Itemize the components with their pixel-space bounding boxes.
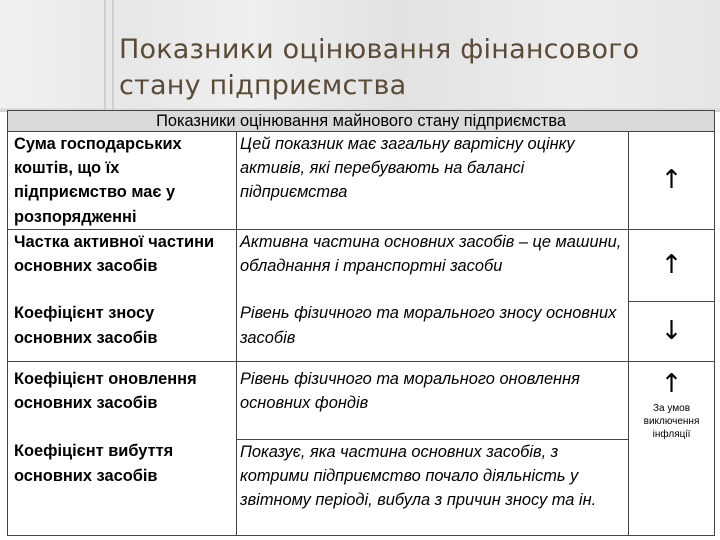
arrow-down-icon: ↓ [660, 316, 683, 347]
decorative-line [112, 0, 114, 112]
decorative-line [104, 0, 106, 112]
indicator-name: Коефіцієнт зносу основних засобів [8, 301, 237, 361]
table-row [8, 229, 715, 301]
table-row [8, 361, 715, 439]
arrow-up-icon: ↑ [660, 165, 683, 196]
table-row [8, 439, 715, 535]
trend-cell [629, 132, 715, 230]
indicator-name: Коефіцієнт оновлення основних засобів [8, 361, 237, 439]
arrow-up-icon: ↑ [660, 368, 683, 399]
indicator-description: Рівень фізичного та морального оновлення основних фондів [237, 361, 629, 439]
indicator-name: Сума господарських коштів, що їх підприємство має у розпорядженні [8, 132, 237, 230]
table-header-row [8, 111, 715, 132]
indicator-name: Частка активної частини основних засобів [8, 229, 237, 301]
trend-cell [629, 301, 715, 361]
indicator-description: Рівень фізичного та морального зносу основних засобів [237, 301, 629, 361]
indicator-description: Показує, яка частина основних засобів, з котрими підприємство почало діяльність у звітному періоді, вибула з причин зносу та ін. [237, 439, 629, 535]
inflation-note: За умов виключення інфляції [643, 402, 700, 440]
table-header: Показники оцінювання майнового стану підприємства [8, 111, 715, 132]
arrow-up-icon: ↑ [660, 250, 683, 281]
table-row [8, 301, 715, 361]
indicators-table [7, 110, 715, 536]
indicator-description: Активна частина основних засобів – це машини, обладнання і транспортні засоби [237, 229, 629, 301]
indicator-name: Коефіцієнт вибуття основних засобів [8, 439, 237, 535]
slide-title: Показники оцінювання фінансового стану підприємства [119, 34, 640, 101]
trend-cell [629, 229, 715, 301]
table-row [8, 132, 715, 230]
indicator-description: Цей показник має загальну вартісну оцінку активів, які перебувають на балансі підприємства [237, 132, 629, 230]
trend-cell [629, 361, 715, 535]
